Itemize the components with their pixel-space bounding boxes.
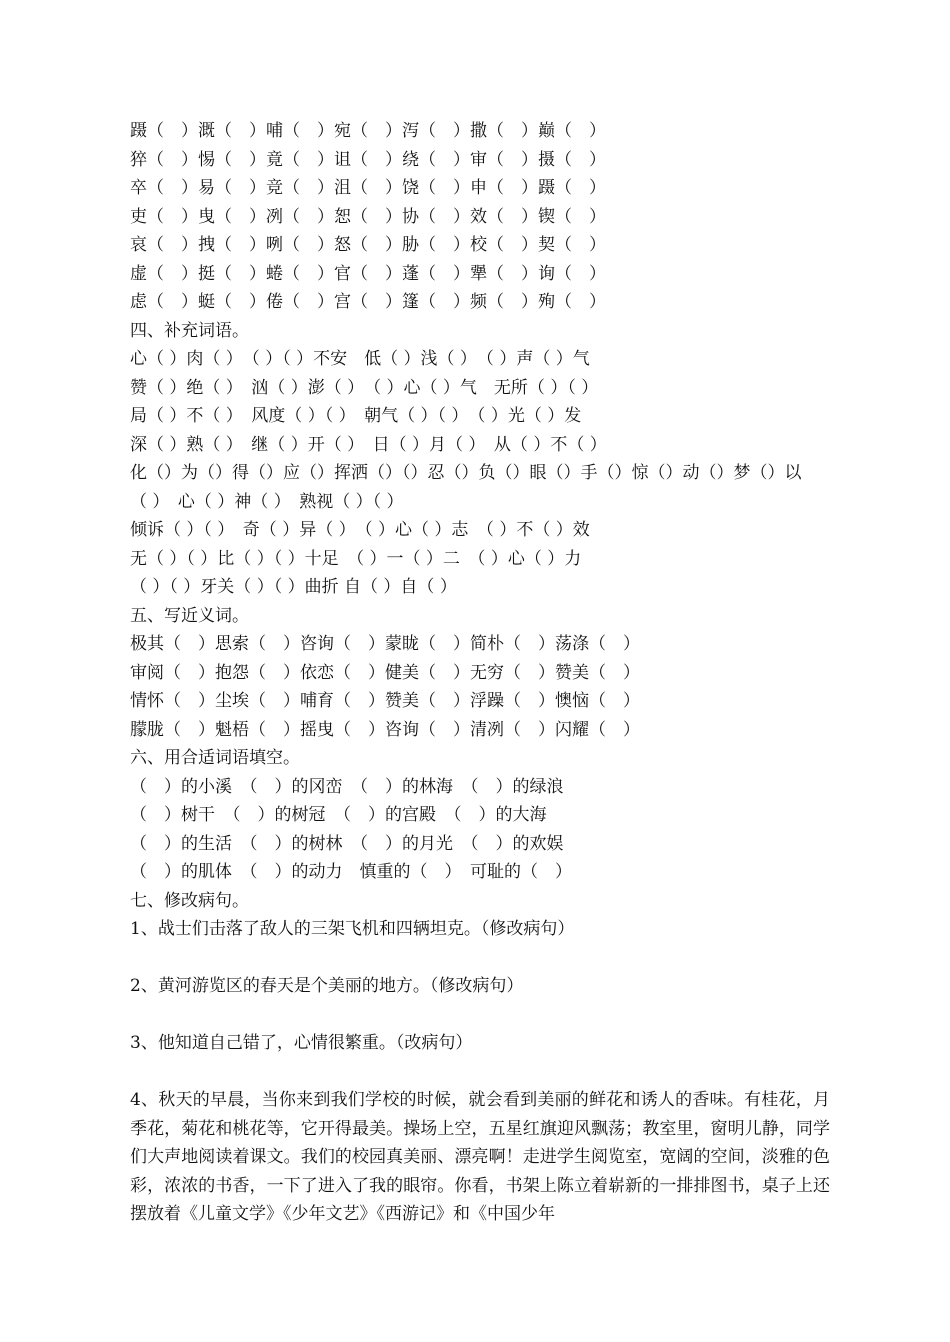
section-heading: 五、写近义词。 (130, 605, 249, 626)
section-fill-words (130, 744, 830, 887)
section-heading: 六、用合适词语填空。 (130, 748, 300, 768)
char-row: 卒（ ）易（ ）竞（ ）沮（ ）饶（ ）申（ ）蹑（ ） (130, 178, 606, 198)
answer-space (130, 944, 830, 973)
section-supplement-words (130, 317, 830, 602)
worksheet-content (130, 117, 830, 1229)
exercise-row: 极其（ ）思索（ ）咨询（ ）蒙眬（ ）简朴（ ）荡涤（ ） (130, 634, 640, 654)
exercise-row: 化（）为（）得（）应（）挥洒（）（）忍（）负（）眼（）手（）惊（）动（）梦（）以 (130, 463, 802, 483)
exercise-row: （ ）（ ）牙关（ ）（ ）曲折 自（ ）自（ ） (130, 577, 457, 597)
exercise-row: 心（ ）肉（ ） （ ）（ ）不安 低（ ）浅（ ） （ ）声（ ）气 (130, 349, 590, 369)
exercise-row: 倾诉（ ）（ ） 奇（ ）异（ ） （ ）心（ ）志 （ ）不（ ）效 (130, 520, 590, 540)
correction-paragraph: 4、秋天的早晨，当你来到我们学校的时候，就会看到美丽的鲜花和诱人的香味。有桂花，月季花，菊花和桃花等，它开得最美。操场上空，五星红旗迎风飘荡；教室里，窗明儿静，同学们大声地阅读着课文。我们的校园真美丽、漂亮啊！走进学生阅览室，宽阔的空间，淡雅的色彩，浓浓的书香，一下了进入了我的眼帘。你看，书架上陈立着崭新的一排排图书，桌子上还摆放着《儿童文学》《少年文艺》《西游记》和《中国少年 (130, 1090, 830, 1224)
section-heading: 七、修改病句。 (130, 890, 249, 911)
sentence-item: 3、他知道自己错了，心情很繁重。（改病句） (130, 1033, 473, 1053)
char-row: 蹑（ ）溉（ ）哺（ ）宛（ ）泻（ ）撒（ ）巅（ ） (130, 121, 606, 141)
char-row: 虑（ ）蜓（ ）倦（ ）宫（ ）篷（ ）频（ ）殉（ ） (130, 292, 606, 312)
exercise-row: （ ）的小溪 （ ）的冈峦 （ ）的林海 （ ）的绿浪 (130, 776, 564, 797)
answer-space (130, 1058, 830, 1087)
exercise-row: （ ） 心（ ）神（ ） 熟视（ ）（ ） (130, 491, 404, 512)
exercise-row: 无（ ）（ ）比（ ）（ ）十足 （ ）一（ ）二 （ ）心（ ）力 (130, 548, 582, 569)
section-synonyms (130, 602, 830, 745)
exercise-row: （ ）树干 （ ）的树冠 （ ）的宫殿 （ ）的大海 (130, 805, 547, 825)
section-heading: 四、补充词语。 (130, 320, 249, 341)
char-practice-block (130, 117, 830, 317)
sentence-item: 2、黄河游览区的春天是个美丽的地方。（修改病句） (130, 976, 524, 996)
exercise-row: 审阅（ ）抱怨（ ）依恋（ ）健美（ ）无穷（ ）赞美（ ） (130, 662, 640, 683)
exercise-row: 局（ ）不（ ） 风度（ ）（ ） 朝气（ ）（ ） （ ）光（ ）发 (130, 406, 582, 426)
char-row: 猝（ ）惕（ ）竟（ ）诅（ ）绕（ ）审（ ）摄（ ） (130, 149, 606, 170)
exercise-row: 情怀（ ）尘埃（ ）哺育（ ）赞美（ ）浮躁（ ）懊恼（ ） (130, 691, 640, 711)
answer-space (130, 1001, 830, 1030)
exercise-row: 深（ ）熟（ ） 继（ ）开（ ） 日（ ）月（ ） 从（ ）不（ ） (130, 434, 607, 455)
exercise-row: 赞（ ）绝（ ） 汹（ ）澎（ ） （ ）心（ ）气 无所（ ）（ ） (130, 377, 599, 398)
exercise-row: 朦胧（ ）魁梧（ ）摇曳（ ）咨询（ ）清冽（ ）闪耀（ ） (130, 719, 640, 740)
exercise-row: （ ）的生活 （ ）的树林 （ ）的月光 （ ）的欢娱 (130, 833, 564, 854)
sentence-item: 1、战士们击落了敌人的三架飞机和四辆坦克。（修改病句） (130, 919, 575, 939)
char-row: 哀（ ）拽（ ）咧（ ）怒（ ）胁（ ）校（ ）契（ ） (130, 235, 606, 255)
char-row: 吏（ ）曳（ ）冽（ ）恕（ ）协（ ）效（ ）锲（ ） (130, 206, 606, 227)
section-sentence-correction (130, 887, 830, 1229)
exercise-row: （ ）的肌体 （ ）的动力 慎重的（ ） 可耻的（ ） (130, 862, 572, 882)
char-row: 虚（ ）挺（ ）蜷（ ）官（ ）蓬（ ）犟（ ）询（ ） (130, 263, 606, 284)
